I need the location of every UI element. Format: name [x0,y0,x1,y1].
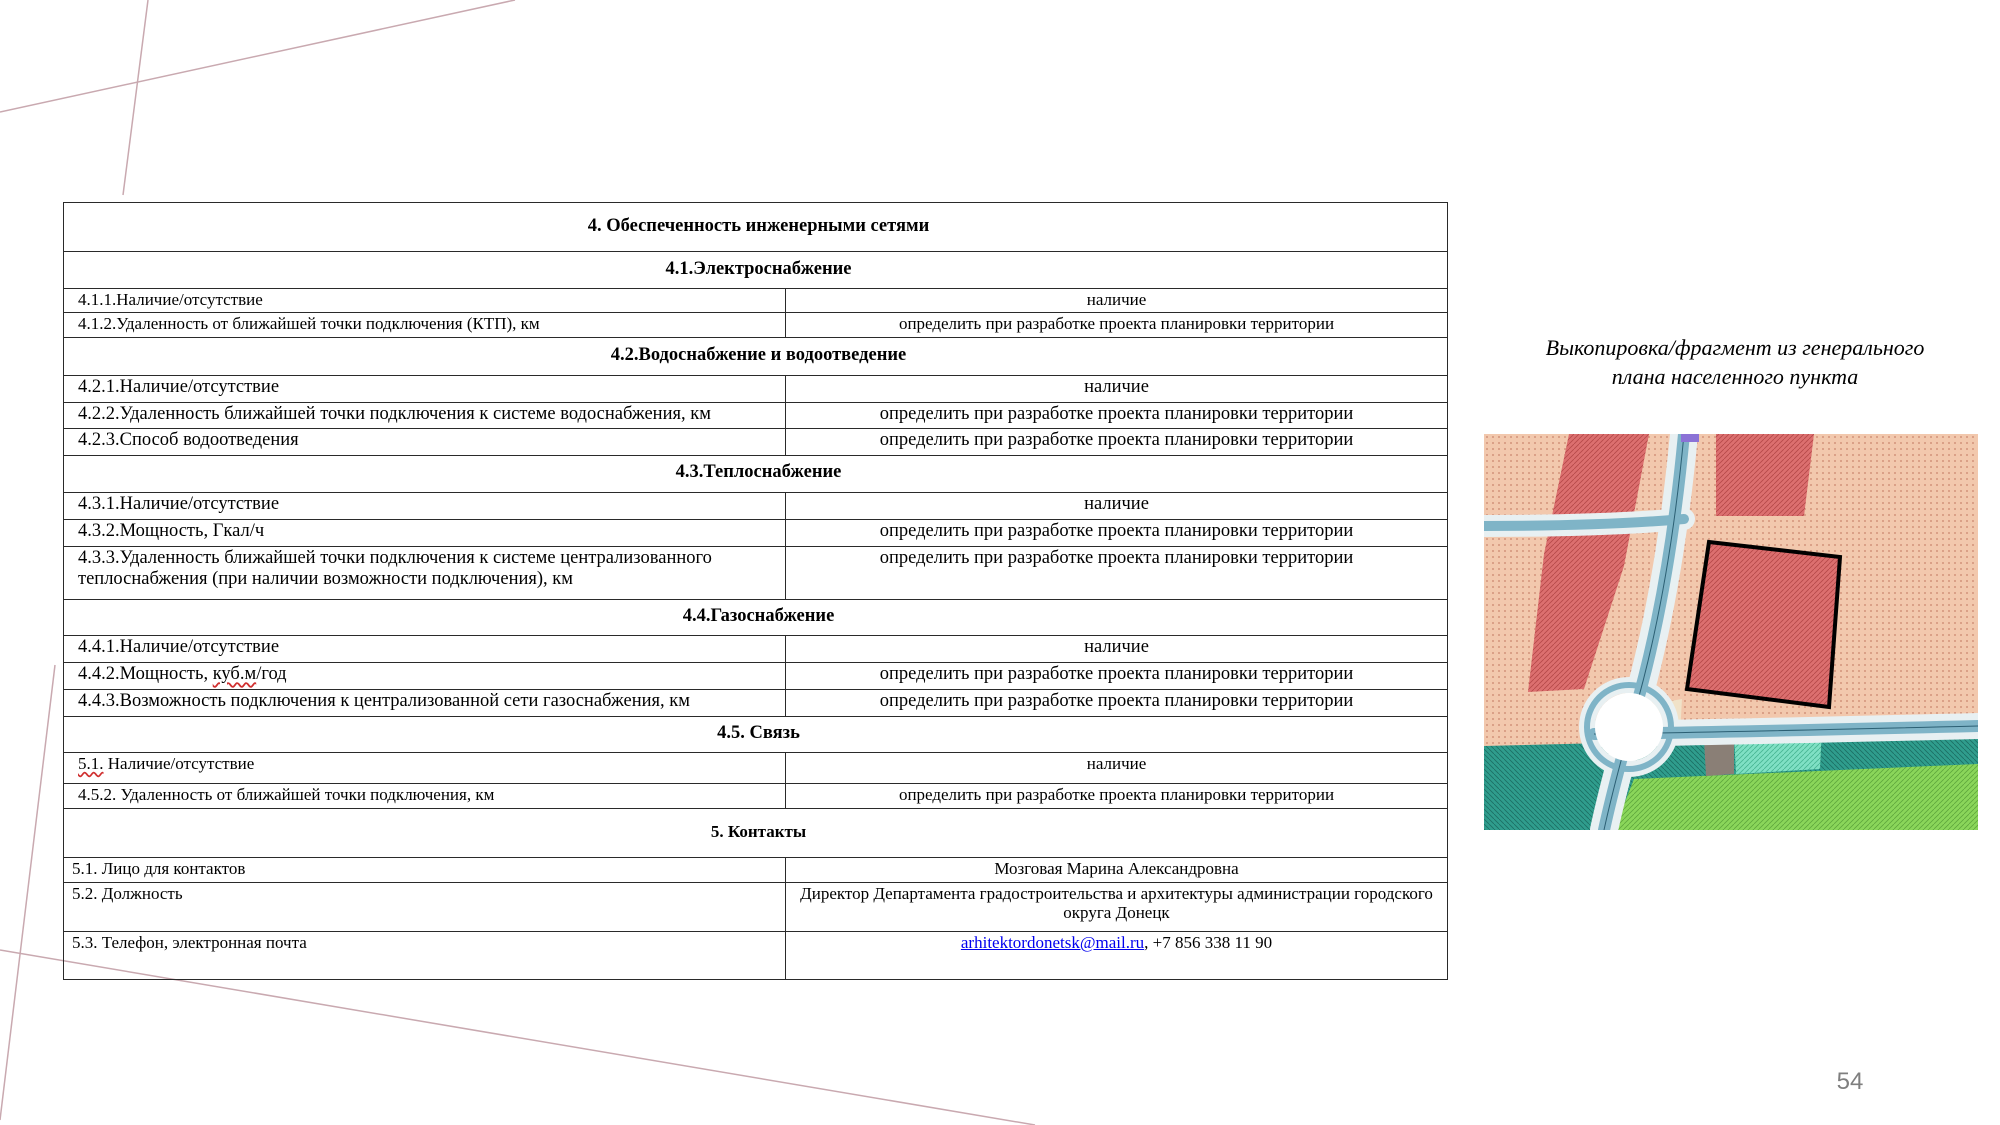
contact-value: Мозговая Марина Александровна [786,857,1448,882]
section-heading: 4.2.Водоснабжение и водоотведение [64,337,1448,375]
contact-value: Директор Департамента градостроительства и архитектуры администрации городского округа Донецк [786,882,1448,931]
contact-label: 5.2. Должность [64,882,786,931]
row-label: 4.4.1.Наличие/отсутствие [64,635,786,662]
row-value: определить при разработке проекта планировки территории [786,312,1448,337]
section-heading: 4.3.Теплоснабжение [64,455,1448,492]
row-value: определить при разработке проекта планировки территории [786,428,1448,455]
map-caption [1495,333,1975,391]
label-text: 4.4.2.Мощность, [78,663,213,684]
page-number: 54 [1836,1068,1864,1095]
phone-text: , +7 856 338 11 90 [1144,932,1273,952]
row-value: наличие [786,492,1448,519]
row-label: 4.3.3.Удаленность ближайшей точки подключения к системе централизованного теплоснабжения (при наличии возможности подключения), км [64,546,786,599]
row-value: наличие [786,635,1448,662]
row-value: определить при разработке проекта планировки территории [786,402,1448,428]
contact-label: 5.3. Телефон, электронная почта [64,931,786,979]
spellcheck-marked-text: 5.1. [78,753,104,773]
email-link[interactable]: arhitektordonetsk@mail.ru [960,932,1145,952]
general-plan-map-fragment [1484,434,1978,830]
row-label: 4.2.1.Наличие/отсутствие [64,375,786,402]
row-value: определить при разработке проекта планировки территории [786,662,1448,689]
label-text: Наличие/отсутствие [103,753,255,773]
section-heading: 4.4.Газоснабжение [64,599,1448,635]
row-value: наличие [786,375,1448,402]
row-label: 4.1.2.Удаленность от ближайшей точки подключения (КТП), км [64,312,786,337]
row-value: наличие [786,289,1448,313]
spellcheck-marked-text: куб.м [212,663,257,684]
contact-value [786,931,1448,979]
row-label: 4.2.3.Способ водоотведения [64,428,786,455]
row-value: определить при разработке проекта планировки территории [786,689,1448,716]
label-text: /год [256,663,287,684]
row-label: 4.2.2.Удаленность ближайшей точки подключения к системе водоснабжения, км [64,402,786,428]
row-label: 4.1.1.Наличие/отсутствие [64,289,786,313]
row-value: определить при разработке проекта планировки территории [786,546,1448,599]
row-label: 4.4.3.Возможность подключения к централизованной сети газоснабжения, км [64,689,786,716]
row-label [64,752,786,783]
table-title: 4. Обеспеченность инженерными сетями [64,203,1448,252]
contact-label: 5.1. Лицо для контактов [64,857,786,882]
row-label: 4.3.2.Мощность, Гкал/ч [64,519,786,546]
row-value: определить при разработке проекта планировки территории [786,519,1448,546]
row-value: определить при разработке проекта планировки территории [786,783,1448,808]
section-heading: 4.5. Связь [64,716,1448,752]
row-label: 4.3.1.Наличие/отсутствие [64,492,786,519]
row-label: 4.5.2. Удаленность от ближайшей точки подключения, км [64,783,786,808]
caption-line: Выкопировка/фрагмент из генерального [1545,335,1925,360]
row-label [64,662,786,689]
section-heading: 5. Контакты [64,808,1448,857]
section-heading: 4.1.Электроснабжение [64,252,1448,289]
row-value: наличие [786,752,1448,783]
caption-line: плана населенного пункта [1611,364,1859,389]
engineering-networks-table [63,202,1448,980]
